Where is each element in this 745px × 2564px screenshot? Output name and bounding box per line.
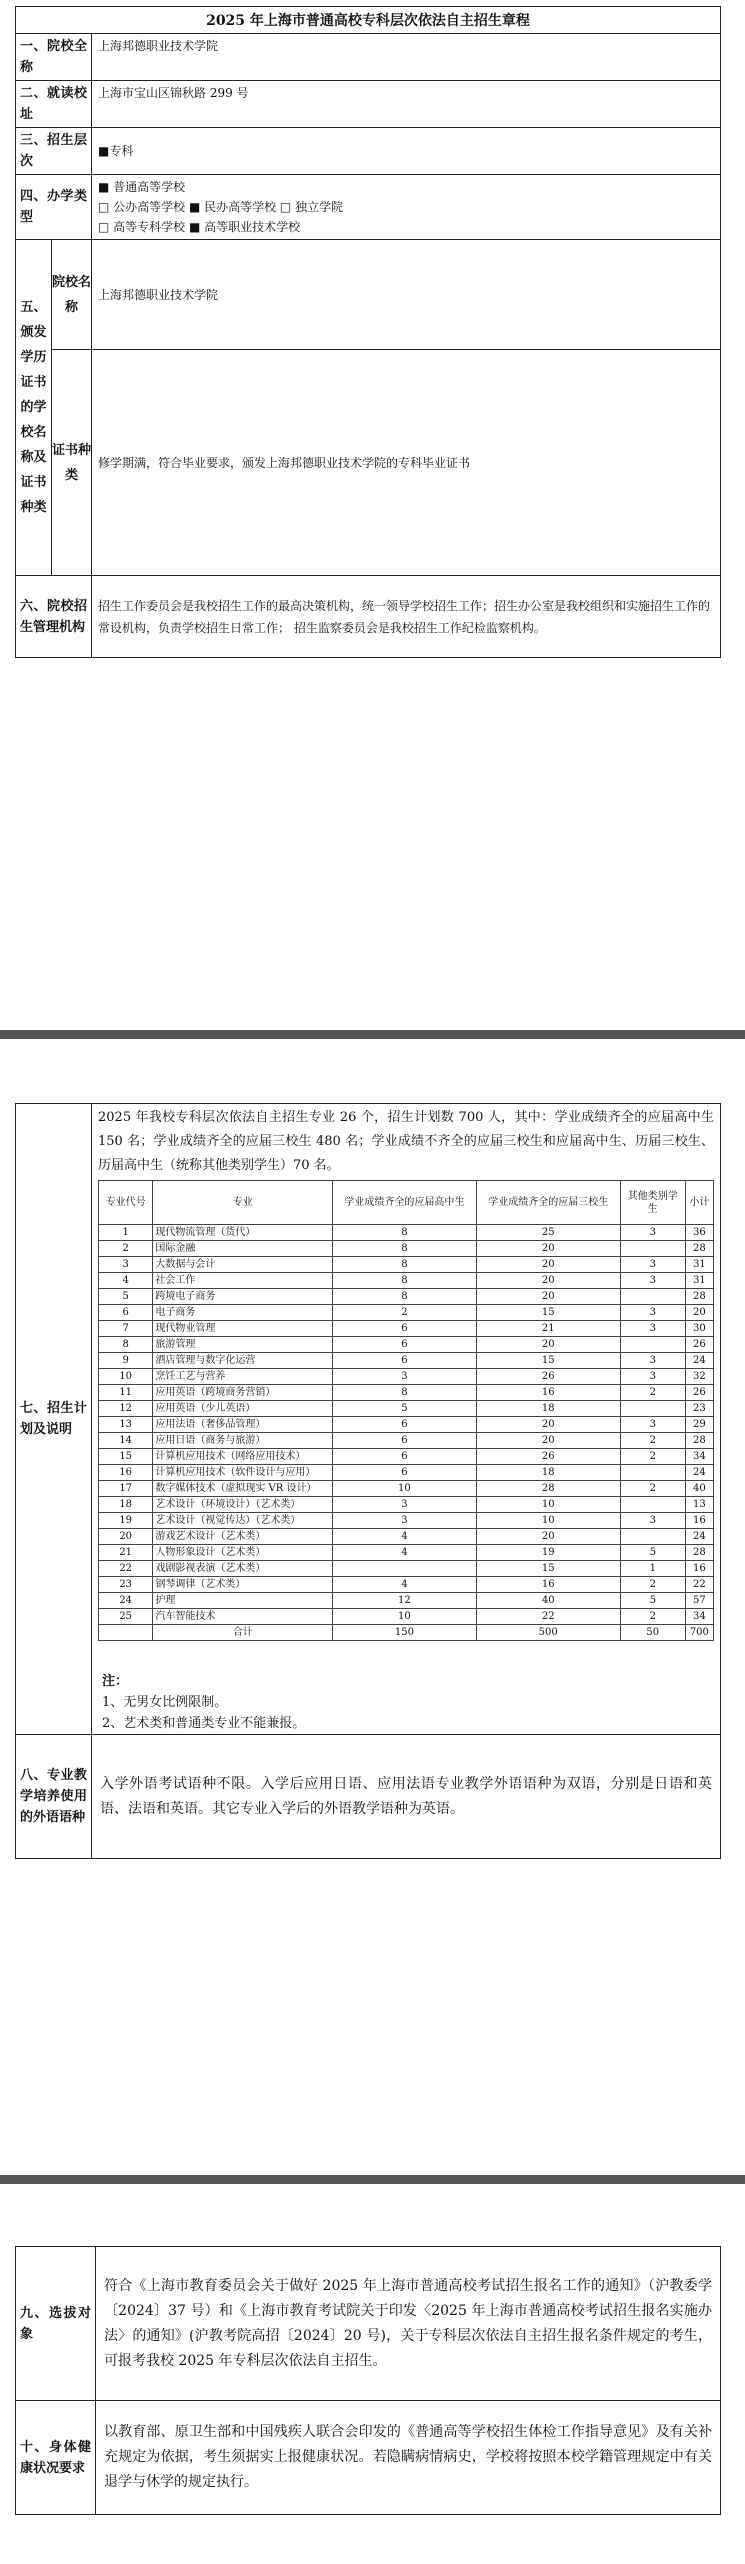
plan-cell: 艺术设计（环境设计）（艺术类） <box>153 1497 333 1513</box>
plan-table-row <box>99 1337 714 1353</box>
plan-cell: 22 <box>685 1577 713 1593</box>
page-3 <box>15 2246 721 2515</box>
school-address-label: 二、就读校址 <box>16 81 92 128</box>
plan-cell: 13 <box>99 1417 153 1433</box>
plan-cell: 19 <box>99 1513 153 1529</box>
plan-cell: 合计 <box>153 1625 333 1641</box>
plan-cell: 应用日语（商务与旅游） <box>153 1433 333 1449</box>
plan-cell: 2 <box>620 1385 685 1401</box>
plan-cell: 150 <box>333 1625 476 1641</box>
plan-header: 其他类别学生 <box>620 1181 685 1225</box>
plan-cell: 8 <box>333 1241 476 1257</box>
plan-table <box>98 1180 714 1641</box>
language-label: 八、专业教学培养使用的外语语种 <box>16 1735 92 1859</box>
school-name-label: 一、院校全称 <box>16 34 92 81</box>
plan-cell: 20 <box>476 1273 620 1289</box>
plan-cell: 20 <box>476 1417 620 1433</box>
plan-cell: 社会工作 <box>153 1273 333 1289</box>
charter-table-page-1 <box>15 6 721 658</box>
plan-table-row <box>99 1609 714 1625</box>
plan-cell: 汽车智能技术 <box>153 1609 333 1625</box>
plan-cell: 6 <box>333 1465 476 1481</box>
plan-cell: 2 <box>333 1305 476 1321</box>
plan-cell: 3 <box>620 1321 685 1337</box>
plan-cell: 2 <box>620 1609 685 1625</box>
note-item: 2、艺术类和普通类专业不能兼报。 <box>102 1716 306 1731</box>
plan-cell: 护理 <box>153 1593 333 1609</box>
plan-table-row <box>99 1481 714 1497</box>
plan-header: 专业 <box>153 1181 333 1225</box>
page-separator <box>0 1030 745 1039</box>
plan-cell: 2 <box>620 1449 685 1465</box>
plan-cell: 32 <box>685 1369 713 1385</box>
plan-cell: 15 <box>476 1561 620 1577</box>
plan-cell: 31 <box>685 1273 713 1289</box>
school-name-value: 上海邦德职业技术学院 <box>92 34 721 81</box>
school-type-label: 四、办学类型 <box>16 175 92 240</box>
page-2 <box>15 1103 721 1859</box>
plan-table-row <box>99 1561 714 1577</box>
plan-cell: 钢琴调律（艺术类） <box>153 1577 333 1593</box>
plan-table-row <box>99 1529 714 1545</box>
plan-cell: 10 <box>333 1609 476 1625</box>
plan-cell: 16 <box>685 1513 713 1529</box>
language-value: 入学外语考试语种不限。入学后应用日语、应用法语专业教学外语语种为双语，分别是日语和英语、法语和英语。其它专业入学后的外语教学语种为英语。 <box>92 1735 721 1859</box>
plan-cell: 国际金融 <box>153 1241 333 1257</box>
plan-cell: 30 <box>685 1321 713 1337</box>
plan-cell: 4 <box>333 1529 476 1545</box>
plan-table-row <box>99 1433 714 1449</box>
plan-cell: 36 <box>685 1225 713 1241</box>
plan-cell: 17 <box>99 1481 153 1497</box>
school-address-value: 上海市宝山区锦秋路 299 号 <box>92 81 721 128</box>
plan-cell <box>99 1625 153 1641</box>
plan-cell: 3 <box>620 1257 685 1273</box>
plan-table-row <box>99 1449 714 1465</box>
plan-table-row <box>99 1417 714 1433</box>
plan-cell: 2 <box>620 1433 685 1449</box>
plan-cell: 26 <box>685 1337 713 1353</box>
plan-cell: 20 <box>99 1529 153 1545</box>
plan-cell: 游戏艺术设计（艺术类） <box>153 1529 333 1545</box>
plan-cell: 4 <box>99 1273 153 1289</box>
school-type-line: ■ 普通高等学校 <box>98 180 186 194</box>
plan-cell: 20 <box>476 1257 620 1273</box>
plan-table-row <box>99 1369 714 1385</box>
plan-table-row <box>99 1241 714 1257</box>
plan-cell <box>333 1561 476 1577</box>
plan-header: 学业成绩齐全的应届三校生 <box>476 1181 620 1225</box>
school-type-line: □ 高等专科学校 ■ 高等职业技术学校 <box>98 220 301 234</box>
plan-cell: 现代物流管理（货代） <box>153 1225 333 1241</box>
plan-cell: 18 <box>476 1465 620 1481</box>
plan-cell: 3 <box>620 1417 685 1433</box>
plan-cell: 8 <box>333 1257 476 1273</box>
plan-cell: 5 <box>620 1545 685 1561</box>
plan-cell: 24 <box>685 1529 713 1545</box>
plan-cell: 19 <box>476 1545 620 1561</box>
notes-title: 注： <box>102 1674 129 1689</box>
plan-cell <box>620 1465 685 1481</box>
plan-cell: 18 <box>99 1497 153 1513</box>
plan-cell: 23 <box>99 1577 153 1593</box>
plan-table-row <box>99 1545 714 1561</box>
plan-cell: 3 <box>99 1257 153 1273</box>
plan-cell: 40 <box>476 1593 620 1609</box>
plan-cell: 24 <box>685 1353 713 1369</box>
plan-cell: 16 <box>99 1465 153 1481</box>
plan-cell: 28 <box>685 1545 713 1561</box>
plan-table-row <box>99 1289 714 1305</box>
plan-cell: 计算机应用技术（软件设计与应用） <box>153 1465 333 1481</box>
plan-cell: 6 <box>333 1449 476 1465</box>
plan-header: 小计 <box>685 1181 713 1225</box>
plan-cell: 22 <box>476 1609 620 1625</box>
plan-table-row <box>99 1593 714 1609</box>
plan-intro: 2025 年我校专科层次依法自主招生专业 26 个，招生计划数 700 人，其中：学业成绩齐全的应届高中生 150 名；学业成绩齐全的应届三校生 480 名；学业成绩不齐全的应届三校生和应届高中生、历届三校生、历届高中生（统称其他类别学生）70 名。 <box>98 1110 714 1173</box>
plan-cell: 20 <box>685 1305 713 1321</box>
plan-cell: 57 <box>685 1593 713 1609</box>
plan-cell: 25 <box>476 1225 620 1241</box>
plan-cell: 6 <box>99 1305 153 1321</box>
plan-cell: 21 <box>99 1545 153 1561</box>
level-label: 三、招生层次 <box>16 128 92 175</box>
plan-cell: 28 <box>476 1481 620 1497</box>
plan-cell: 20 <box>476 1433 620 1449</box>
plan-table-row <box>99 1497 714 1513</box>
plan-cell: 8 <box>333 1289 476 1305</box>
charter-table-page-2 <box>15 1103 721 1859</box>
plan-cell: 应用英语（跨境商务营销） <box>153 1385 333 1401</box>
plan-cell: 11 <box>99 1385 153 1401</box>
plan-table-row <box>99 1225 714 1241</box>
plan-cell: 34 <box>685 1449 713 1465</box>
plan-cell: 8 <box>99 1337 153 1353</box>
admission-org-label: 六、院校招生管理机构 <box>16 576 92 658</box>
plan-cell: 10 <box>476 1497 620 1513</box>
plan-cell: 50 <box>620 1625 685 1641</box>
plan-table-row <box>99 1321 714 1337</box>
certificate-type-label: 证书种类 <box>52 350 92 576</box>
plan-cell: 现代物业管理 <box>153 1321 333 1337</box>
plan-cell: 16 <box>685 1561 713 1577</box>
plan-cell: 大数据与会计 <box>153 1257 333 1273</box>
school-type-line: □ 公办高等学校 ■ 民办高等学校 □ 独立学院 <box>98 200 344 214</box>
plan-cell: 3 <box>333 1497 476 1513</box>
plan-cell: 29 <box>685 1417 713 1433</box>
plan-table-row <box>99 1513 714 1529</box>
plan-cell <box>620 1337 685 1353</box>
plan-cell: 旅游管理 <box>153 1337 333 1353</box>
plan-cell: 计算机应用技术（网络应用技术） <box>153 1449 333 1465</box>
plan-cell: 应用英语（少儿英语） <box>153 1401 333 1417</box>
plan-cell: 酒店管理与数字化运营 <box>153 1353 333 1369</box>
plan-cell: 28 <box>685 1289 713 1305</box>
plan-cell: 31 <box>685 1257 713 1273</box>
plan-cell: 6 <box>333 1337 476 1353</box>
plan-cell: 15 <box>476 1305 620 1321</box>
plan-cell: 15 <box>476 1353 620 1369</box>
plan-table-row <box>99 1465 714 1481</box>
plan-cell: 20 <box>476 1241 620 1257</box>
certificate-school-label: 院校名称 <box>52 240 92 350</box>
plan-cell: 8 <box>333 1385 476 1401</box>
plan-cell: 5 <box>333 1401 476 1417</box>
plan-cell: 12 <box>333 1593 476 1609</box>
plan-cell: 5 <box>99 1289 153 1305</box>
school-type-value <box>92 175 721 240</box>
plan-cell: 艺术设计（视觉传达）（艺术类） <box>153 1513 333 1529</box>
plan-cell: 人物形象设计（艺术类） <box>153 1545 333 1561</box>
plan-cell: 跨境电子商务 <box>153 1289 333 1305</box>
plan-cell: 15 <box>99 1449 153 1465</box>
plan-table-row <box>99 1577 714 1593</box>
plan-cell: 2 <box>99 1241 153 1257</box>
plan-cell: 700 <box>685 1625 713 1641</box>
plan-cell: 3 <box>620 1305 685 1321</box>
plan-cell: 23 <box>685 1401 713 1417</box>
plan-cell: 24 <box>99 1593 153 1609</box>
target-label: 九、选拔对象 <box>16 2247 96 2401</box>
certificate-type-value: 修学期满，符合毕业要求，颁发上海邦德职业技术学院的专科毕业证书 <box>92 350 721 576</box>
plan-cell: 25 <box>99 1609 153 1625</box>
plan-cell: 26 <box>476 1449 620 1465</box>
plan-table-row <box>99 1401 714 1417</box>
plan-table-row <box>99 1353 714 1369</box>
plan-label: 七、招生计划及说明 <box>16 1104 92 1735</box>
health-value: 以教育部、原卫生部和中国残疾人联合会印发的《普通高等学校招生体检工作指导意见》及有关补充规定为依据，考生须据实上报健康状况。若隐瞒病情病史，学校将按照本校学籍管理规定中有关退学与休学的规定执行。 <box>96 2401 721 2515</box>
plan-cell: 20 <box>476 1337 620 1353</box>
plan-cell: 1 <box>620 1561 685 1577</box>
plan-content <box>92 1104 721 1735</box>
plan-cell <box>620 1497 685 1513</box>
plan-cell: 4 <box>333 1577 476 1593</box>
plan-cell: 3 <box>620 1353 685 1369</box>
plan-table-row <box>99 1385 714 1401</box>
plan-cell <box>620 1529 685 1545</box>
level-value: ■专科 <box>92 128 721 175</box>
target-value: 符合《上海市教育委员会关于做好 2025 年上海市普通高校考试招生报名工作的通知》（沪教委学〔2024〕37 号）和《上海市教育考试院关于印发〈2025 年上海市普通高校考试招生报名实施办法〉的通知》(沪教考院高招〔2024〕20 号)，关于专科层次依法自主招生报名条件规定的考生，可报考我校 2025 年专科层次依法自主招生。 <box>96 2247 721 2401</box>
plan-cell: 3 <box>620 1369 685 1385</box>
plan-cell: 26 <box>476 1369 620 1385</box>
plan-cell: 3 <box>620 1225 685 1241</box>
plan-cell: 26 <box>685 1385 713 1401</box>
note-item: 1、无男女比例限制。 <box>102 1695 228 1710</box>
plan-cell: 3 <box>333 1513 476 1529</box>
plan-table-row <box>99 1273 714 1289</box>
plan-cell: 8 <box>333 1225 476 1241</box>
plan-cell: 戏剧影视表演（艺术类） <box>153 1561 333 1577</box>
plan-cell: 14 <box>99 1433 153 1449</box>
plan-cell: 应用法语（奢侈品管理） <box>153 1417 333 1433</box>
plan-cell: 10 <box>476 1513 620 1529</box>
plan-cell: 4 <box>333 1545 476 1561</box>
plan-header: 专业代号 <box>99 1181 153 1225</box>
plan-cell: 9 <box>99 1353 153 1369</box>
charter-table-page-3 <box>15 2246 721 2515</box>
plan-cell: 3 <box>620 1273 685 1289</box>
plan-cell: 40 <box>685 1481 713 1497</box>
plan-cell: 12 <box>99 1401 153 1417</box>
plan-cell: 8 <box>333 1273 476 1289</box>
certificate-school-value: 上海邦德职业技术学院 <box>92 240 721 350</box>
plan-cell: 20 <box>476 1529 620 1545</box>
plan-cell: 3 <box>333 1369 476 1385</box>
plan-cell: 6 <box>333 1353 476 1369</box>
plan-cell: 10 <box>99 1369 153 1385</box>
plan-cell <box>620 1401 685 1417</box>
health-label: 十、身体健康状况要求 <box>16 2401 96 2515</box>
plan-cell: 1 <box>99 1225 153 1241</box>
plan-cell: 2 <box>620 1577 685 1593</box>
page-separator <box>0 2175 745 2184</box>
plan-cell: 10 <box>333 1481 476 1497</box>
plan-cell: 数字媒体技术（虚拟现实 VR 设计） <box>153 1481 333 1497</box>
plan-cell: 6 <box>333 1433 476 1449</box>
plan-cell: 500 <box>476 1625 620 1641</box>
plan-cell: 20 <box>476 1289 620 1305</box>
certificate-label: 五、颁发学历证书的学校名称及证书种类 <box>16 240 52 576</box>
plan-cell: 22 <box>99 1561 153 1577</box>
plan-table-row <box>99 1257 714 1273</box>
admission-org-value: 招生工作委员会是我校招生工作的最高决策机构，统一领导学校招生工作；招生办公室是我校组织和实施招生工作的常设机构，负责学校招生日常工作； 招生监察委员会是我校招生工作纪检监察机构。 <box>92 576 721 658</box>
plan-cell: 6 <box>333 1417 476 1433</box>
plan-cell: 28 <box>685 1241 713 1257</box>
plan-cell <box>620 1241 685 1257</box>
plan-cell: 7 <box>99 1321 153 1337</box>
document-title: 2025 年上海市普通高校专科层次依法自主招生章程 <box>16 7 721 34</box>
plan-cell: 烹饪工艺与营养 <box>153 1369 333 1385</box>
plan-cell: 3 <box>620 1513 685 1529</box>
plan-table-row <box>99 1305 714 1321</box>
page-1 <box>15 6 721 658</box>
plan-cell: 5 <box>620 1593 685 1609</box>
plan-cell: 16 <box>476 1385 620 1401</box>
plan-cell: 34 <box>685 1609 713 1625</box>
plan-cell <box>620 1289 685 1305</box>
plan-header: 学业成绩齐全的应届高中生 <box>333 1181 476 1225</box>
plan-cell: 18 <box>476 1401 620 1417</box>
plan-total-row <box>99 1625 714 1641</box>
plan-cell: 16 <box>476 1577 620 1593</box>
plan-cell: 24 <box>685 1465 713 1481</box>
plan-cell: 28 <box>685 1433 713 1449</box>
plan-cell: 21 <box>476 1321 620 1337</box>
plan-cell: 2 <box>620 1481 685 1497</box>
plan-cell: 6 <box>333 1321 476 1337</box>
plan-cell: 13 <box>685 1497 713 1513</box>
plan-cell: 电子商务 <box>153 1305 333 1321</box>
